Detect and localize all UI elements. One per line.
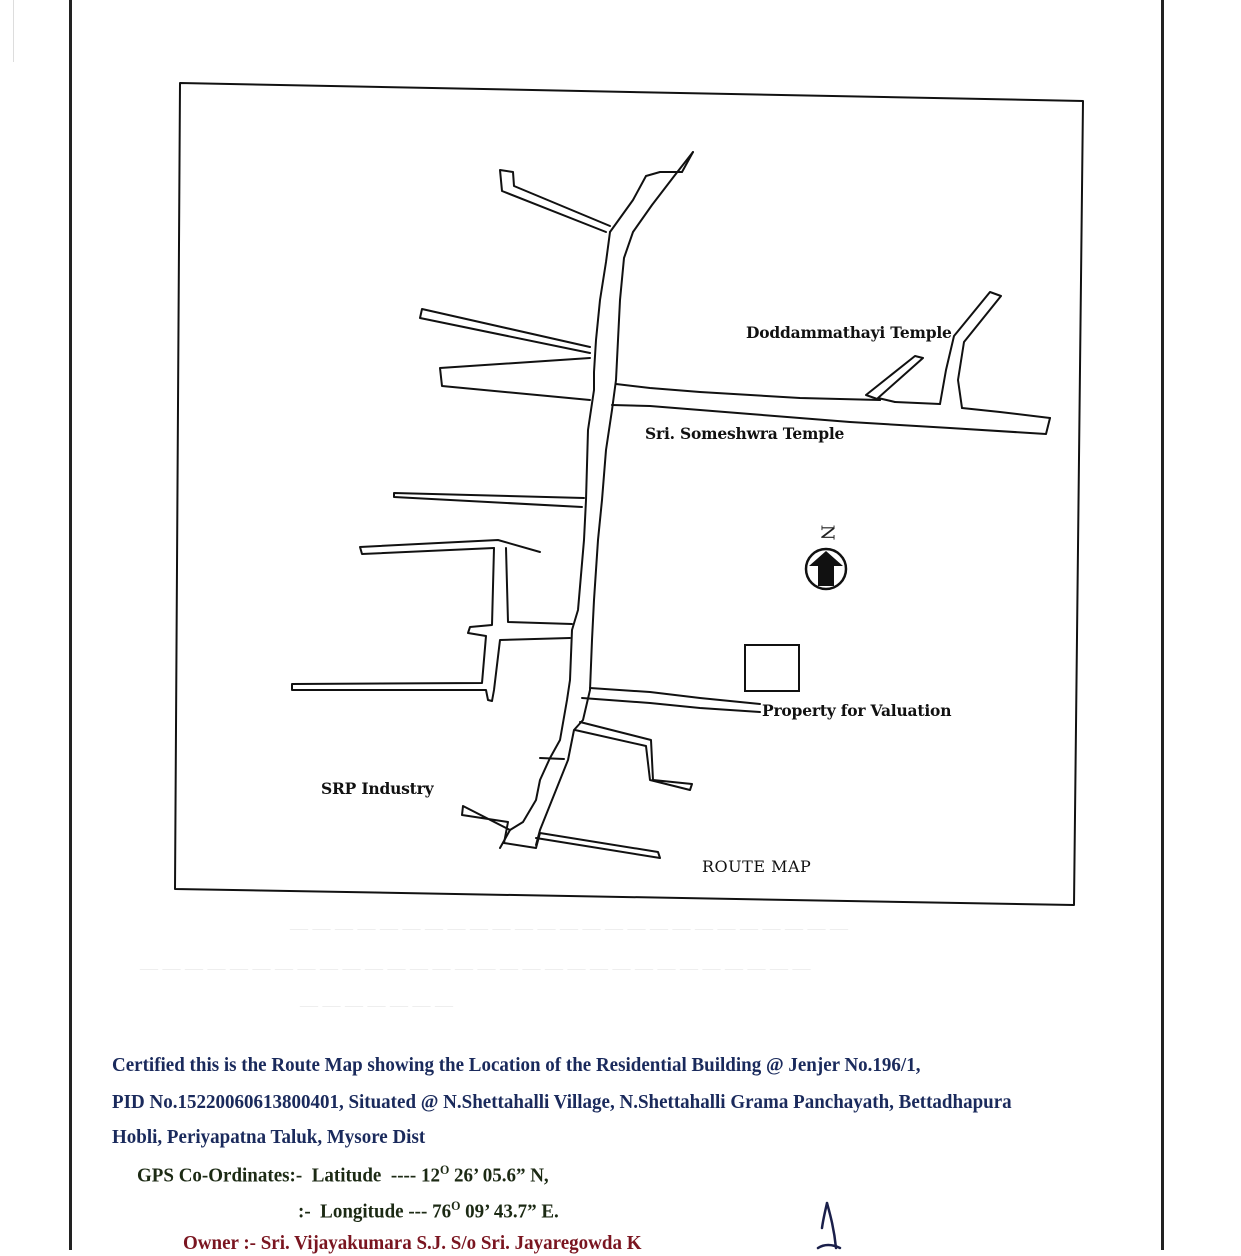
side-road-left-3	[394, 493, 584, 507]
longitude-label: Longitude	[320, 1200, 404, 1223]
north-indicator: N	[816, 524, 838, 541]
longitude-minutes-seconds: 09’ 43.7” E.	[460, 1200, 559, 1223]
label-property-for-valuation: Property for Valuation	[762, 701, 952, 720]
gps-latitude-row	[137, 1162, 549, 1188]
bottom-road	[462, 806, 660, 858]
longitude-degrees: 76	[432, 1200, 452, 1223]
signature-mark	[810, 1200, 850, 1250]
certificate-line-3: Hobli, Periyapatna Taluk, Mysore Dist	[112, 1126, 426, 1149]
bleed-through-text: — — — — — — — — — — — — — — — — — — — — — — — — — — — — — —	[140, 958, 811, 978]
gps-longitude-row	[298, 1198, 559, 1224]
certificate-line-1: Certified this is the Route Map showing the Location of the Residential Building @ Jenjer No.196/1,	[112, 1054, 921, 1077]
latitude-separator: ----	[390, 1164, 417, 1187]
temple-spur-1	[866, 356, 923, 402]
bleed-through-text: — — — — — — — — — — — — — — — — — — — — — — — — —	[290, 918, 848, 938]
temple-spur-2	[940, 292, 1001, 408]
gps-label: GPS Co-Ordinates:-	[137, 1164, 303, 1187]
bleed-through-text: — — — — — — —	[300, 995, 453, 1015]
longitude-separator: ---	[408, 1200, 428, 1223]
degree-symbol: O	[451, 1198, 461, 1214]
east-road-top-edge	[616, 384, 880, 400]
label-someshwra-temple: Sri. Someshwra Temple	[645, 424, 845, 443]
longitude-prefix: :-	[298, 1200, 311, 1223]
owner-line: Owner :- Sri. Vijayakumara S.J. S/o Sri. Jayaregowda K	[183, 1232, 642, 1255]
side-road-left-4	[360, 540, 540, 554]
property-marker	[745, 645, 799, 691]
side-road-left-1	[420, 309, 590, 353]
main-road-left-edge	[500, 232, 610, 848]
map-title: ROUTE MAP	[702, 857, 812, 876]
north-arrow-icon	[806, 549, 846, 589]
latitude-minutes-seconds: 26’ 05.6” N,	[449, 1164, 549, 1187]
certificate-line-2: PID No.15220060613800401, Situated @ N.Shettahalli Village, N.Shettahalli Grama Panchayath, Bettadhapura	[112, 1091, 1012, 1114]
side-road-left-2	[440, 358, 590, 400]
latitude-label: Latitude	[311, 1164, 382, 1187]
degree-symbol: O	[439, 1162, 450, 1178]
latitude-degrees: 12	[420, 1164, 440, 1187]
spur-road-lower-right	[575, 722, 692, 790]
label-srp-industry: SRP Industry	[321, 779, 434, 798]
label-doddammathayi-temple: Doddammathayi Temple	[746, 323, 952, 342]
property-road	[590, 688, 760, 704]
spur-road-top-left	[500, 170, 610, 232]
